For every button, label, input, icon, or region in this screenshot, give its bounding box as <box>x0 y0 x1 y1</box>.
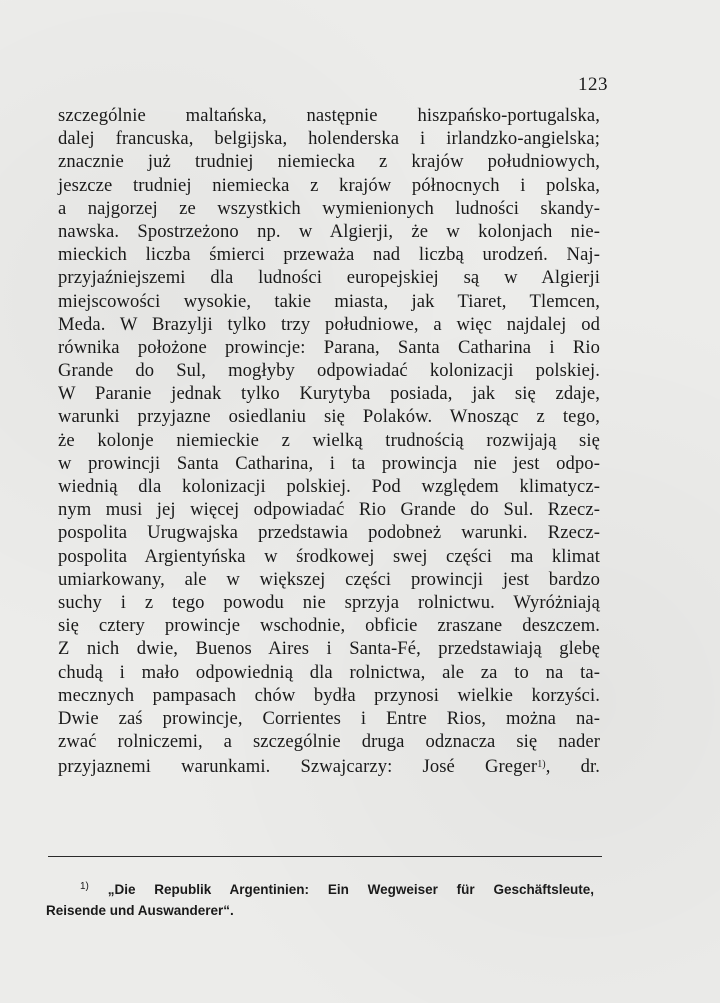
text-line: suchy i z tego powodu nie sprzyja rolnictwu. Wyróżniają <box>58 591 600 613</box>
text-line: nym musi jej więcej odpowiadać Rio Grande do Sul. Rzecz- <box>58 499 600 521</box>
footnote <box>46 876 594 921</box>
text-line: Dwie zaś prowincje, Corrientes i Entre Rios, można na- <box>58 707 600 729</box>
text-line: równika położone prowincje: Parana, Santa Catharina i Rio <box>58 336 600 358</box>
text-line: w prowincji Santa Catharina, i ta prowincja nie jest odpo- <box>58 452 600 474</box>
text-line: a najgorzej ze wszystkich wymienionych ludności skandy- <box>58 197 600 219</box>
text-line: umiarkowany, ale w większej części prowincji jest bardzo <box>58 568 600 590</box>
text-line: się cztery prowincje wschodnie, obficie zraszane deszczem. <box>58 615 600 637</box>
footnote-line: Reisende und Auswanderer“. <box>46 903 234 918</box>
text-line: wiednią dla kolonizacji polskiej. Pod względem klimatycz- <box>58 476 600 497</box>
footnote-marker: 1) <box>80 881 89 892</box>
text-line: Z nich dwie, Buenos Aires i Santa-Fé, przedstawiają glebę <box>58 638 600 660</box>
text-line: W Paranie jednak tylko Kurytyba posiada, jak się zdaje, <box>58 383 600 405</box>
text-line: Meda. W Brazylji tylko trzy południowe, a więc najdalej od <box>58 313 600 335</box>
text-line: mecznych pampasach chów bydła przynosi wielkie korzyści. <box>58 684 600 706</box>
text-line: pospolita Argientyńska w środkowej swej części ma klimat <box>58 545 600 567</box>
text-line: że kolonje niemieckie z wielką trudnością rozwijają się <box>58 429 600 451</box>
text-line: miejscowości wysokie, takie miasta, jak Tiaret, Tlemcen, <box>58 290 600 312</box>
text-line: nawska. Spostrzeżono np. w Algierji, że w kolonjach nie- <box>58 220 600 242</box>
text-line: znacznie już trudniej niemiecka z krajów południowych, <box>58 151 600 173</box>
text-line: pospolita Urugwajska przedstawia podobneż warunki. Rzecz- <box>58 522 600 544</box>
text-line-last <box>58 753 600 776</box>
text-line: mieckich liczba śmierci przeważa nad liczbą urodzeń. Naj- <box>58 244 600 266</box>
footnote-text: „Die Republik Argentinien: Ein Wegweiser für Geschäftsleute, <box>107 882 594 897</box>
footnote-reference[interactable]: 1) <box>537 759 546 771</box>
last-line-text: przyjaznemi warunkami. Szwajcarzy: José Greger <box>58 756 538 778</box>
text-line: przyjaźniejszemi dla ludności europejskiej są w Algierji <box>58 267 600 289</box>
text-line: warunki przyjazne osiedlaniu się Polaków. Wnosząc z tego, <box>58 406 600 428</box>
text-line: jeszcze trudniej niemiecka z krajów północnych i polska, <box>58 174 600 196</box>
text-line: dalej francuska, belgijska, holenderska i irlandzko-angielska; <box>58 128 600 150</box>
last-line-tail: , dr. <box>545 756 600 778</box>
text-line: chudą i mało odpowiednią dla rolnictwa, ale za to na ta- <box>58 661 600 683</box>
footnote-divider <box>48 856 602 857</box>
page-number: 123 <box>578 74 608 95</box>
text-line: zwać rolniczemi, a szczególnie druga odznacza się nader <box>58 731 600 753</box>
footnote-line <box>46 876 594 900</box>
text-line: szczególnie maltańska, następnie hiszpańsko-portugalska, <box>58 105 600 126</box>
text-line: Grande do Sul, mogłyby odpowiadać kolonizacji polskiej. <box>58 360 600 382</box>
body-text <box>58 104 600 776</box>
